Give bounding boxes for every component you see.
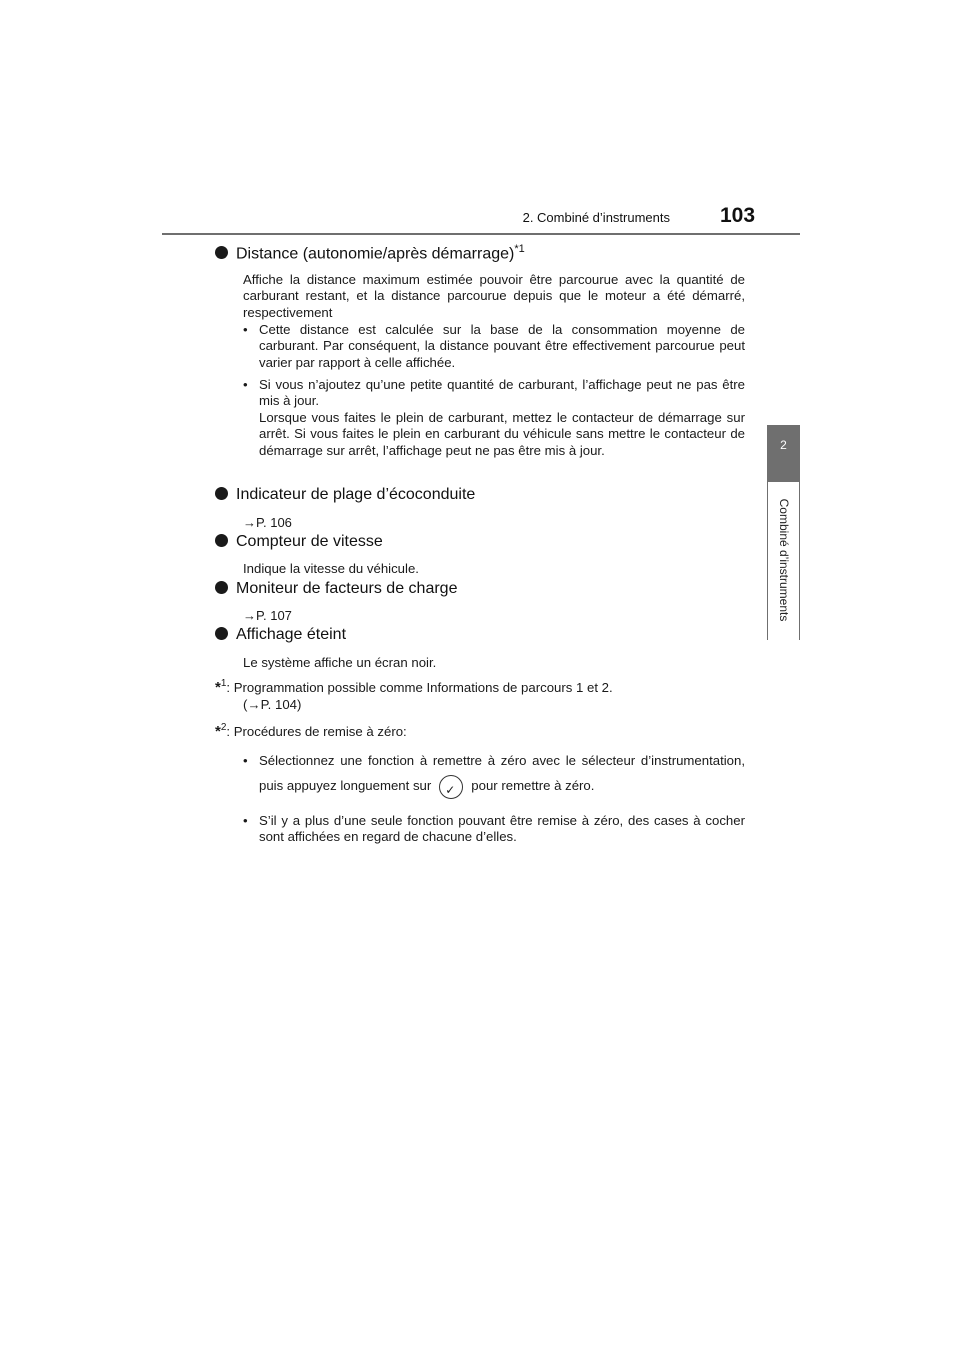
list-item: • Si vous n’ajoutez qu’une petite quantité de carburant, l’affichage peut ne pas être mis à jour. Lorsque vous faites le plein de carburant, mettez le contacteur de démarrage sur arrêt. Si vous faites le plein en carburant du véhicule sans mettre le contacteur de démarrage sur arrêt, l’affichage peut ne pas être mis à jour. <box>243 377 745 458</box>
chapter-label: Combiné d’instruments <box>777 498 791 622</box>
section-heading-speed: Compteur de vitesse <box>215 533 383 551</box>
checkmark-icon <box>439 775 463 799</box>
section-heading-off: Affichage éteint <box>215 626 346 644</box>
list-item: • Sélectionnez une fonction à remettre à zéro avec le sélecteur d’instrumentation, puis appuyez longuement sur✓ pour remettre à zéro. <box>243 748 745 799</box>
bullet-icon <box>215 581 228 594</box>
footnote-1: *$^1$: Programmation possible comme Informations de parcours 1 et 2. <box>215 678 613 696</box>
header-section-title: 2. Combiné d’instruments <box>522 210 670 225</box>
footnote-2: *$^2$: Procédures de remise à zéro: <box>215 722 407 740</box>
footnote-ref: *1 <box>514 243 525 255</box>
section-body: Affiche la distance maximum estimée pouvoir être parcourue avec la quantité de carburant restant, et la distance parcourue depuis que le moteur a été démarré, respectivement <box>243 272 745 320</box>
section-heading-load: Moniteur de facteurs de charge <box>215 580 457 598</box>
footnote-reference: (→P. 104) <box>243 697 302 712</box>
section-body: Le système affiche un écran noir. <box>243 655 437 670</box>
bullet-icon <box>215 246 228 259</box>
list-dot: • <box>243 322 248 337</box>
page-reference: →P. 107 <box>243 608 292 623</box>
list-item: • Cette distance est calculée sur la base de la consommation moyenne de carburant. Par conséquent, la distance pouvant être effectivement parcourue peut varier par rapport à celle affichée. <box>243 322 745 370</box>
page-number: 103 <box>720 204 756 227</box>
header-divider <box>162 233 800 235</box>
section-heading-eco: Indicateur de plage d’écoconduite <box>215 486 475 504</box>
section-heading-distance <box>215 243 525 263</box>
list-dot: • <box>243 753 248 768</box>
list-item: • S’il y a plus d’une seule fonction pouvant être remise à zéro, des cases à cocher sont affichées en regard de chacune d’elles. <box>243 813 745 845</box>
bullet-icon <box>215 627 228 640</box>
bullet-icon <box>215 534 228 547</box>
bullet-icon <box>215 487 228 500</box>
chapter-number-box: 2 <box>767 425 800 482</box>
section-title: Distance (autonomie/après démarrage) <box>236 245 515 263</box>
list-dot: • <box>243 377 248 392</box>
section-body: Indique la vitesse du véhicule. <box>243 561 419 576</box>
page-reference: →P. 106 <box>243 515 292 530</box>
list-dot: • <box>243 813 248 828</box>
